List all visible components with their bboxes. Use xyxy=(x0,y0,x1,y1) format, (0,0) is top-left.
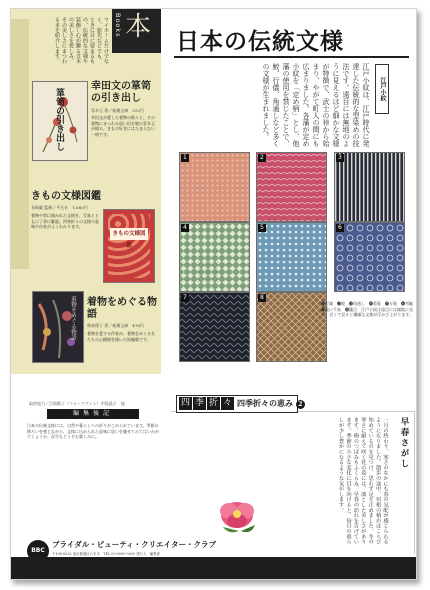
book-desc-3: 着物を愛する作家が、着物をめぐる女たちの心模様を描いた短編集です。 xyxy=(87,331,155,342)
publisher-detail: 〒106-0032 東京都港区六本木 TEL 03-0000-0000 発行人 編集部 xyxy=(52,552,160,556)
editorial-box xyxy=(27,409,162,537)
swatch-8 xyxy=(256,292,327,362)
editorial-text: 日本の伝統文様には、自然や暮らしへの祈りがこめられています。季節の移ろいを感じながら、文様に込められた意味に思いを馳せてみてはいかがでしょうか。次号もどうぞお楽しみに。 xyxy=(27,423,159,440)
book-meta-3: 林真理子 著／新潮文庫 476円 xyxy=(87,323,144,328)
publisher-name: ブライダル・ビューティ・クリエイター・クラブ xyxy=(52,540,217,549)
article-title: 日本の伝統文様 xyxy=(176,28,344,55)
swatch-5 xyxy=(256,222,327,292)
swatch-number: 6 xyxy=(338,224,342,231)
series-char-3: 折 xyxy=(208,398,218,408)
title-underline xyxy=(174,56,409,58)
footer-bar xyxy=(11,557,416,579)
essay-title: 早春さがし xyxy=(399,417,409,470)
swatch-number: 4 xyxy=(183,224,187,231)
book-meta-2: 長崎巌 監修／平凡社 1,680円 xyxy=(31,205,88,210)
swatch-4 xyxy=(179,222,250,292)
swatch-number: 5 xyxy=(260,224,264,231)
article-body: 江戸小紋は、江戸時代に発達した伝統的な型染めの技法です。遠目には無地のように見えるほど細かな文様が特徴で、武士の裃から始まり、やがて町人の間にも広まりました。各藩が定め小紋を「定め柄」とし、他藩の使用を禁じたことで、鮫、行儀、角通しなど多くの文様が生まれました。 xyxy=(262,63,370,147)
swatch-number: 3 xyxy=(338,154,342,161)
publisher-logo: BBC xyxy=(27,540,49,562)
swatch-number: 8 xyxy=(260,294,264,301)
book-cover-1 xyxy=(32,81,88,161)
swatch-6 xyxy=(334,222,405,292)
series-char-2: 季 xyxy=(194,398,204,408)
essay-series-title xyxy=(237,398,305,409)
book-cover-2 xyxy=(103,209,155,283)
book-desc-1: 幸田文が愛した着物の数々と、その着物にまつわる思い出を娘の青木玉が綴る。きもの好きにはたまらない一冊です。 xyxy=(91,115,155,137)
book-cover-3 xyxy=(32,291,84,363)
series-number: 2 xyxy=(296,400,305,409)
series-char-1: 四 xyxy=(180,398,190,408)
section-tab xyxy=(112,9,161,53)
editorial-heading: 編集後記 xyxy=(47,409,139,419)
essay-series-banner xyxy=(176,395,303,413)
camellia-icon xyxy=(215,493,259,537)
book-cover-1-text: 箪笥の引き出し xyxy=(54,88,64,151)
book-cover-2-text: きもの文様図鑑 xyxy=(110,228,148,240)
swatch-1 xyxy=(179,152,250,222)
editorial-credit: 取材協力／目黒都子（フォークヴァン）中島晶子 他 xyxy=(29,401,125,406)
swatch-7 xyxy=(179,292,250,362)
swatch-2 xyxy=(256,152,327,222)
book-title-3: 着物をめぐる物語 xyxy=(87,297,157,320)
essay-body: 一月の終わり、寒さのなかにも春の気配が感じられるようになりました。散歩の途中、垣根の椿がほころび始めているのを見つけ、思わず足を止めました。冬の寒さに耐えて咲く花の姿には、凛とした美しさがあります。梅のつぼみもふくらみ、早春の訪れを告げています。季節の小さな変化に目を向けると、毎日の暮らしが少し豊かになるような気がします。 xyxy=(337,417,388,545)
book-title-1: 幸田文の箪笥の引き出し xyxy=(91,81,151,104)
article-subhead: 江戸小紋 xyxy=(375,64,389,114)
book-meta-1: 青木玉 著／新潮文庫 552円 xyxy=(91,108,144,113)
swatch-number: 1 xyxy=(183,154,187,161)
section-label-en: Books xyxy=(114,13,122,38)
series-char-4: 々 xyxy=(222,398,232,408)
book-cover-3-text: 着物をめぐる物語 xyxy=(70,296,76,340)
swatch-caption: ❶行儀 ❷鮫 ❸角通し ❹菊菱 ❺万筋 ❻雪輪 ❼波に千鳥 ❽籠目 江戸小紋は遠目には無地に見え、近くで見ると繊細な文様が浮かび上がります。 xyxy=(321,301,417,317)
books-column xyxy=(11,9,161,374)
swatch-number: 7 xyxy=(183,294,187,301)
intro-text: マイホームだけでなく、旅先などでも、ときに目に留まるもの、伝統的な文様や装飾…心が躍る日本の美しさを愛しみ、その美しさにまつわる本を紹介します。 xyxy=(54,17,109,64)
swatch-3 xyxy=(334,152,405,222)
section-label-jp: 本 xyxy=(125,12,152,42)
book-desc-2: 着物や帯に描かれた文様を、写真とともに丁寧に解説。四季折々の文様の意味や由来がよくわかります。 xyxy=(31,213,99,230)
magazine-page xyxy=(10,8,417,580)
series-name: 四季折々の恵み xyxy=(237,398,293,408)
column-accent-bar xyxy=(11,19,29,269)
swatch-number: 2 xyxy=(260,154,264,161)
book-title-2: きもの文様図鑑 xyxy=(31,191,101,202)
